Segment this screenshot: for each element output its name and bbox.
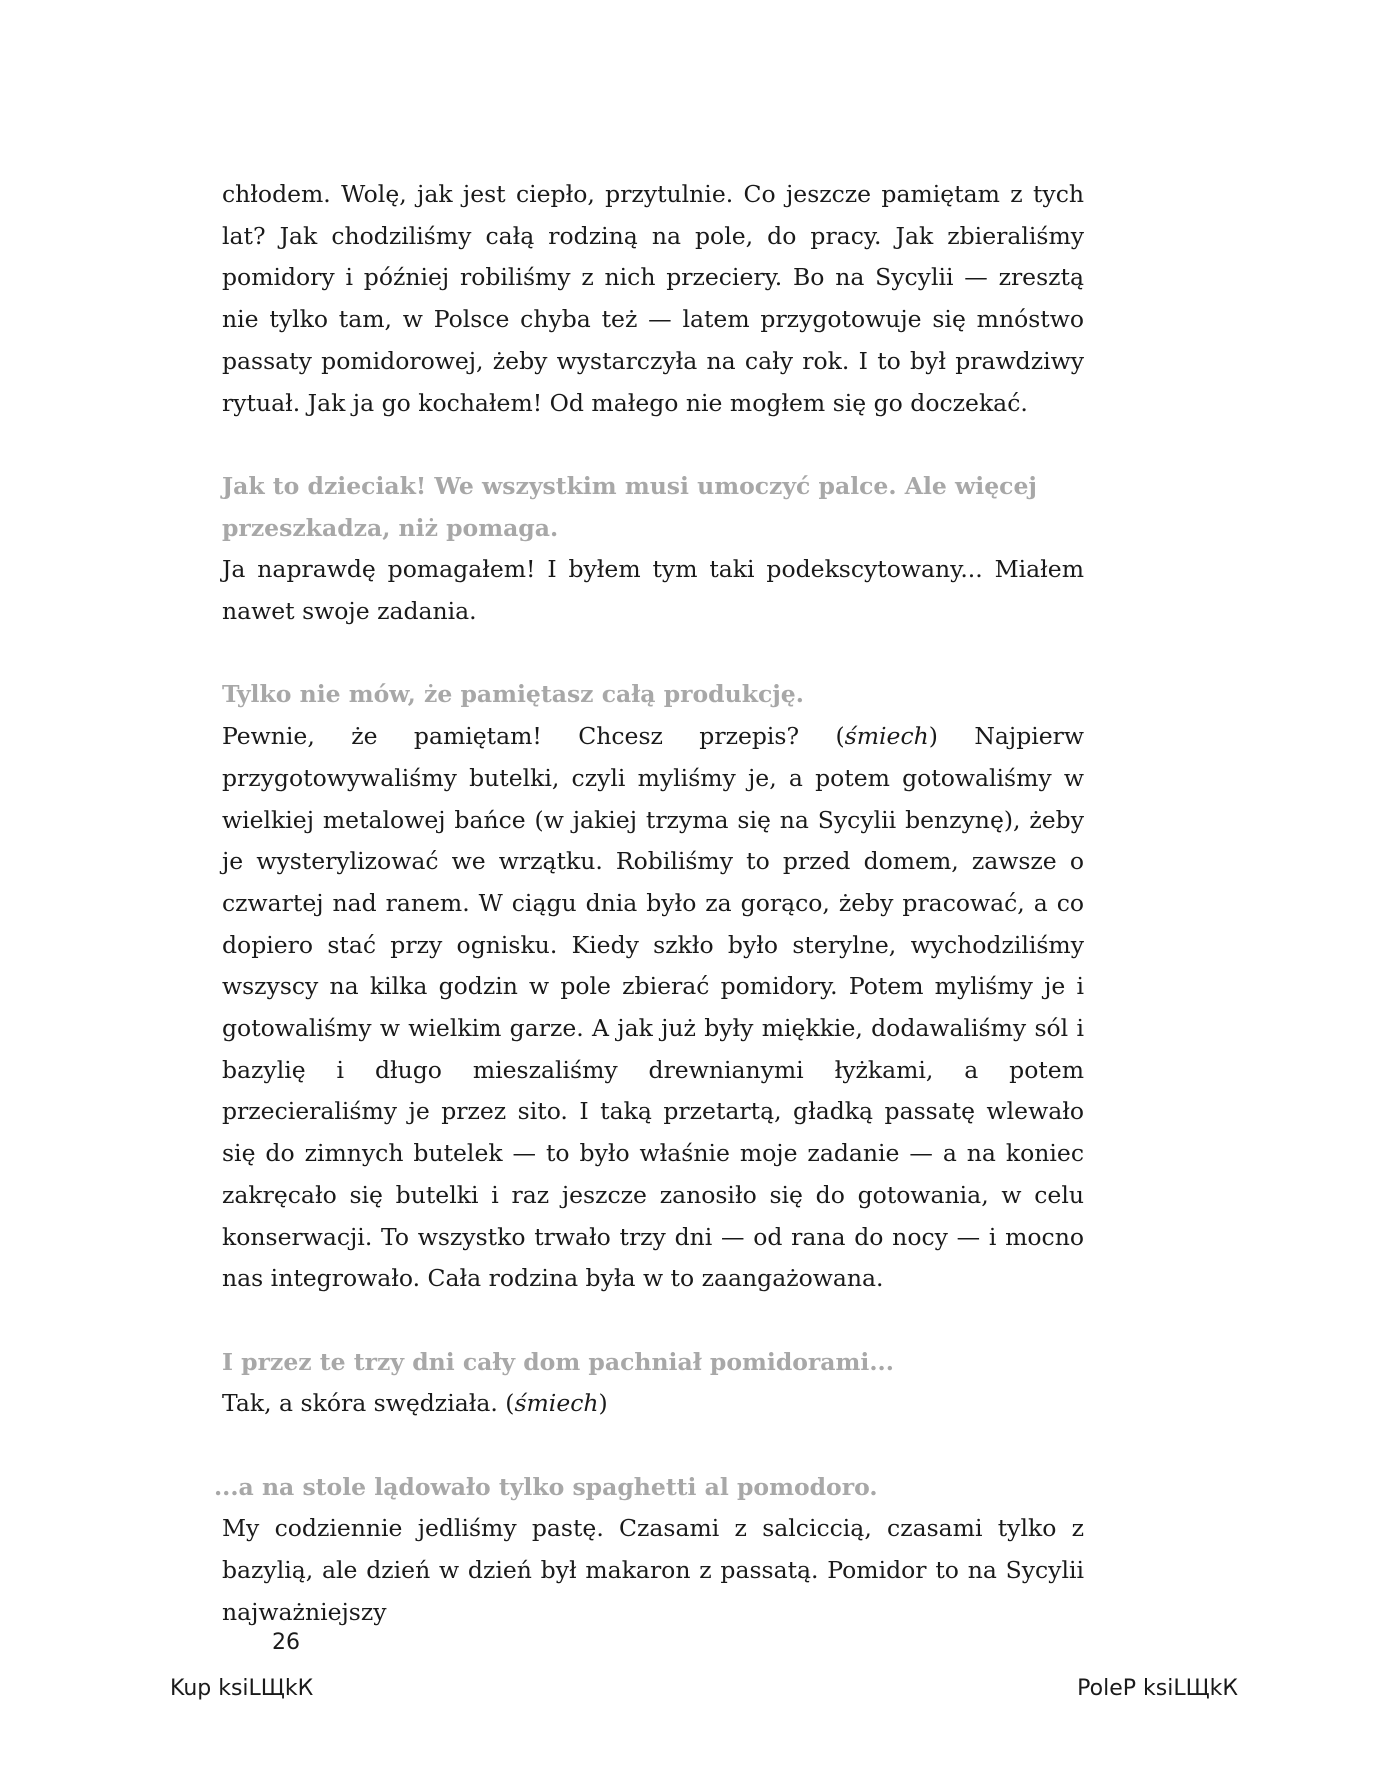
spacer <box>222 424 1084 466</box>
interview-question-1: Jak to dzieciak! We wszystkim musi umoczyć palce. Ale więcej przeszkadza, niż pomaga. <box>222 471 1037 542</box>
page-body <box>214 174 1085 1634</box>
interview-question-2: Tylko nie mów, że pamiętasz całą produkcję. <box>222 680 804 709</box>
spacer <box>222 1425 1084 1467</box>
footer-recommend-book-link[interactable]: PoleP ksiLЩkК <box>1077 1676 1238 1701</box>
answer-2-start: Pewnie, że pamiętam! Chcesz przepis? ( <box>222 722 845 751</box>
spacer <box>222 1300 1084 1342</box>
footer-buy-book-link[interactable]: Kup ksiLЩkК <box>170 1676 314 1701</box>
interview-answer-2 <box>222 716 1084 1300</box>
answer-2-italic: śmiech <box>844 722 929 751</box>
interview-question-3: I przez te trzy dni cały dom pachniał pomidorami... <box>222 1347 894 1376</box>
interview-answer-4: My codziennie jedliśmy pastę. Czasami z salciccią, czasami tylko z bazylią, ale dzień w dzień był makaron z passatą. Pomidor to na Sycylii najważniejszy <box>222 1514 1084 1626</box>
spacer <box>222 633 1084 675</box>
answer-3-end: ) <box>598 1389 608 1418</box>
interview-question-4: ...a na stole lądowało tylko spaghetti al pomodoro. <box>214 1472 878 1501</box>
page-number: 26 <box>272 1630 300 1655</box>
answer-3-italic: śmiech <box>514 1389 599 1418</box>
answer-2-rest: ) Najpierw przygotowywaliśmy butelki, czyli myliśmy je, a potem gotowaliśmy w wielkiej metalowej bańce (w jakiej trzyma się na Sycylii benzynę), żeby je wysterylizować we wrzątku. Robiliśmy to przed domem, zawsze o czwartej nad ranem. W ciągu dnia było za gorąco, żeby pracować, a co dopiero stać przy ognisku. Kiedy szkło było sterylne, wychodziliśmy wszyscy na kilka godzin w pole zbierać pomidory. Potem myliśmy je i gotowaliśmy w wielkim garze. A jak już były miękkie, dodawaliśmy sól i bazylię i długo mieszaliśmy drewnianymi łyżkami, a potem przecieraliśmy je przez sito. I taką przetartą, gładką passatę wlewało się do zimnych butelek — to było właśnie moje zadanie — a na koniec zakręcało się butelki i raz jeszcze zanosiło się do gotowania, w celu konserwacji. To wszystko trwało trzy dni — od rana do nocy — i mocno nas integrowało. Cała rodzina była w to zaangażowana. <box>222 722 1085 1293</box>
interview-answer-3 <box>222 1383 1084 1425</box>
paragraph-intro: chłodem. Wolę, jak jest ciepło, przytulnie. Co jeszcze pamiętam z tych lat? Jak chodziliśmy całą rodziną na pole, do pracy. Jak zbieraliśmy pomidory i później robiliśmy z nich przeciery. Bo na Sycylii — zresztą nie tylko tam, w Polsce chyba też — latem przygotowuje się mnóstwo passaty pomidorowej, żeby wystarczyła na cały rok. I to był prawdziwy rytuał. Jak ja go kochałem! Od małego nie mogłem się go doczekać. <box>222 180 1084 417</box>
answer-3-start: Tak, a skóra swędziała. ( <box>222 1389 515 1418</box>
interview-answer-1: Ja naprawdę pomagałem! I byłem tym taki podekscytowany... Miałem nawet swoje zadania. <box>222 555 1084 626</box>
